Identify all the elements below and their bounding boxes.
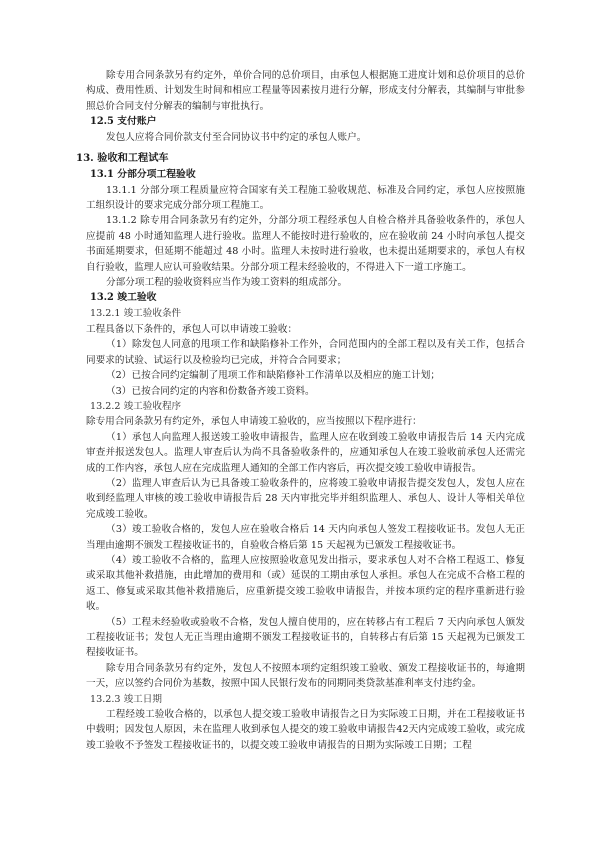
list-item-procedure-3: （3）竣工验收合格的，发包人应在验收合格后 14 天内向承包人签发工程接收证书。发包人无正当理由逾期不颁发工程接收证书的，自验收合格后第 15 天起视为已颁发工程接收证书。 bbox=[86, 524, 525, 551]
paragraph-13-1-1: 13.1.1 分部分项工程质量应符合国家有关工程施工验收规范、标准及合同约定，承包人应按照施工组织设计的要求完成分部分项工程施工。 bbox=[86, 184, 525, 212]
paragraph-unit-price-breakdown: 除专用合同条款另有约定外，单价合同的总价项目，由承包人根据施工进度计划和总价项目的总价构成、费用性质、计划发生时间和相应工程量等因素按月进行分解，形成支付分解表，其编制与审批参照总价合同支付分解表的编制与审批执行。 bbox=[86, 70, 525, 112]
list-item-condition-3: （3）已按合同约定的内容和份数备齐竣工资料。 bbox=[106, 385, 315, 397]
heading-12-5: 12.5 支付账户 bbox=[90, 116, 157, 128]
heading-13-1: 13.1 分部分项工程验收 bbox=[90, 168, 196, 180]
heading-13-2: 13.2 竣工验收 bbox=[90, 292, 157, 304]
list-item-condition-1: （1）除发包人同意的甩项工作和缺陷修补工作外，合同范围内的全部工程以及有关工作，包括合同要求的试验、试运行以及检验均已完成，并符合合同要求； bbox=[86, 339, 525, 366]
heading-13-2-2: 13.2.2 竣工验收程序 bbox=[90, 400, 182, 412]
list-item-condition-2: （2）已按合同约定编制了甩项工作和缺陷修补工作清单以及相应的施工计划； bbox=[106, 370, 441, 382]
paragraph-acceptance-records: 分部分项工程的验收资料应当作为竣工资料的组成部分。 bbox=[106, 277, 348, 289]
paragraph-conditions-intro: 工程具备以下条件的，承包人可以申请竣工验收： bbox=[86, 323, 298, 335]
list-item-procedure-1: （1）承包人向监理人报送竣工验收申请报告，监理人应在收到竣工验收申请报告后 14 天内完成审查并报送发包人。监理人审查后认为尚不具备验收条件的，应通知承包人在竣工验收前承包人还需完成的工作内容，承包人应在完成监理人通知的全部工作内容后，再次提交竣工验收申请报告。 bbox=[86, 431, 525, 474]
paragraph-payment-account: 发包人应将合同价款支付至合同协议书中约定的承包人账户。 bbox=[106, 132, 367, 144]
paragraph-13-1-2: 13.1.2 除专用合同条款另有约定外，分部分项工程经承包人自检合格并具备验收条件的，承包人应提前 48 小时通知监理人进行验收。监理人不能按时进行验收的，应在验收前 24 小时向承包人提交书面延期要求，但延期不能超过 48 小时。监理人未按时进行验收，也未提出延期要求的，承包人有权自行验收，监理人应认可验收结果。分部分项工程未经验收的，不得进入下一道工序施工。 bbox=[86, 215, 525, 273]
heading-13: 13. 验收和工程试车 bbox=[76, 151, 169, 164]
paragraph-penalty: 除专用合同条款另有约定外，发包人不按照本项约定组织竣工验收、颁发工程接收证书的，每逾期一天，应以签约合同价为基数，按照中国人民银行发布的同期同类贷款基准利率支付违约金。 bbox=[86, 662, 525, 690]
heading-13-2-3: 13.2.3 竣工日期 bbox=[90, 693, 162, 705]
list-item-procedure-5: （5）工程未经验收或验收不合格，发包人擅自使用的，应在转移占有工程后 7 天内向承包人颁发工程接收证书；发包人无正当理由逾期不颁发工程接收证书的，自转移占有后第 15 天起视为已颁发工程接收证书。 bbox=[86, 616, 525, 659]
paragraph-completion-date: 工程经竣工验收合格的，以承包人提交竣工验收申请报告之日为实际竣工日期，并在工程接收证书中载明；因发包人原因，未在监理人收到承包人提交的竣工验收申请报告42天内完成竣工验收，或完成竣工验收不予签发工程接收证书的，以提交竣工验收申请报告的日期为实际竣工日期；工程 bbox=[86, 709, 525, 751]
list-item-procedure-4: （4）竣工验收不合格的，监理人应按照验收意见发出指示，要求承包人对不合格工程返工、修复或采取其他补救措施，由此增加的费用和（或）延误的工期由承包人承担。承包人在完成不合格工程的返工、修复或采取其他补救措施后，应重新提交竣工验收申请报告，并按本项约定的程序重新进行验收。 bbox=[86, 554, 525, 613]
list-item-procedure-2: （2）监理人审查后认为已具备竣工验收条件的，应将竣工验收申请报告提交发包人，发包人应在收到经监理人审核的竣工验收申请报告后 28 天内审批完毕并组织监理人、承包人、设计人等相关单位完成竣工验收。 bbox=[86, 477, 525, 520]
paragraph-procedure-intro: 除专用合同条款另有约定外，承包人申请竣工验收的，应当按照以下程序进行： bbox=[86, 416, 422, 428]
heading-13-2-1: 13.2.1 竣工验收条件 bbox=[90, 308, 182, 320]
